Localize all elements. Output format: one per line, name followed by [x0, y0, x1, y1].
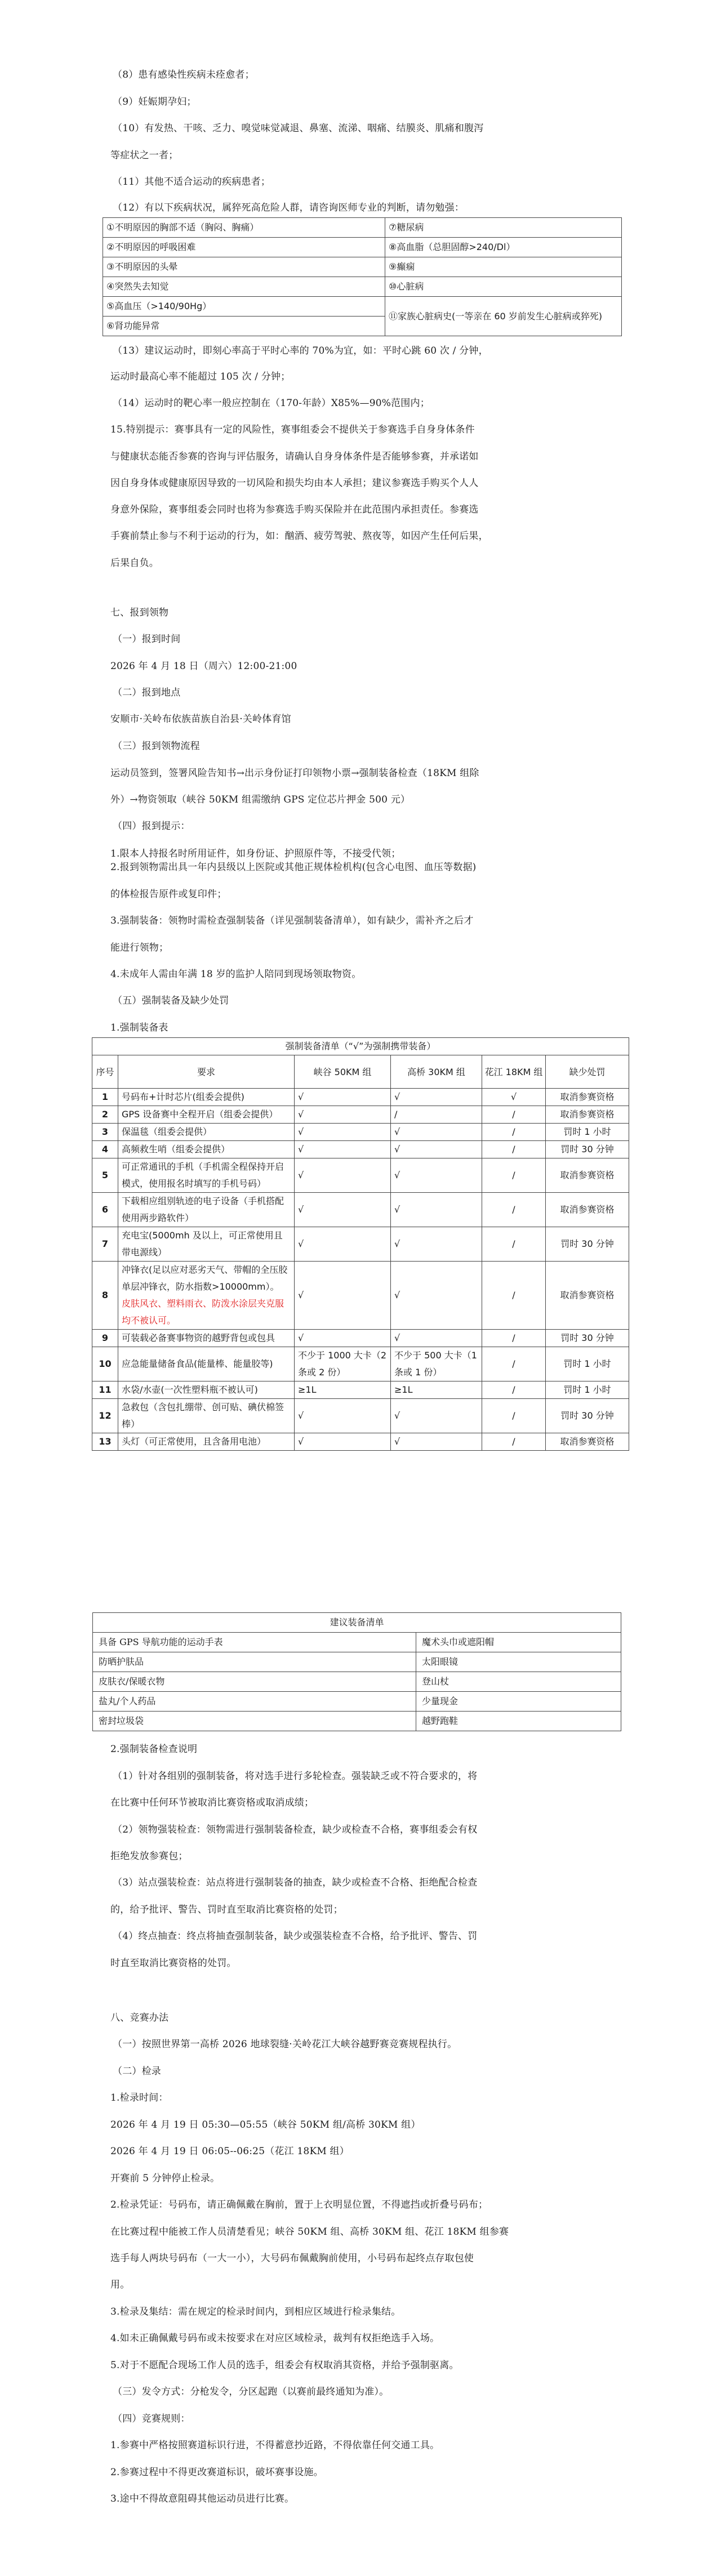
- suggested-item-cell: 少量现金: [416, 1692, 621, 1712]
- requirement-text: 下载相应组别轨迹的电子设备（手机搭配使用两步路软件）: [122, 1196, 284, 1223]
- checkin-time-value: 2026 年 4 月 18 日（周六）12:00-21:00: [110, 661, 297, 672]
- rule-basis: （一）按照世界第一高桥 2026 地球裂缝·关岭花江大峡谷越野赛竞赛规程执行。: [113, 2039, 457, 2050]
- mandatory-table-label: 1.强制装备表: [110, 1022, 168, 1033]
- race-rule-3: 3.途中不得故意阻碍其他运动员进行比赛。: [110, 2493, 295, 2504]
- table-row: [103, 277, 622, 297]
- check-item-1: （1）针对各组别的强制装备，将对选手进行多轮检查。强装缺乏或不符合要求的，将: [113, 1771, 478, 1782]
- huajiang-18km-cell: /: [482, 1433, 546, 1451]
- checkin-credential-cont: 在比赛过程中能被工作人员清楚看见；峡谷 50KM 组、高桥 30KM 组、花江 18KM 组参赛: [110, 2226, 509, 2238]
- table-row: [92, 1227, 629, 1262]
- requirement-cell: [118, 1089, 295, 1106]
- section-7-title: 七、报到领物: [110, 607, 169, 618]
- bridge-30km-cell: √: [391, 1262, 482, 1330]
- special-notice-line: 身意外保险，赛事组委会同时也将为参赛选手购买保险并在此范围内承担责任。参赛选: [110, 504, 479, 515]
- bridge-30km-cell: √: [391, 1433, 482, 1451]
- table-row: [92, 1381, 629, 1399]
- requirement-text: GPS 设备赛中全程开启（组委会提供）: [122, 1109, 278, 1120]
- suggested-table-body: [93, 1633, 621, 1731]
- equipment-heading: （五）强制装备及缺少处罚: [113, 995, 229, 1006]
- column-header-50km: 峡谷 50KM 组: [295, 1055, 391, 1089]
- table-row: [103, 218, 622, 238]
- checkin-tip-4: 4.未成年人需由年满 18 岁的监护人陪同到现场领取物资。: [110, 969, 362, 980]
- special-notice-line: 与健康状态能否参赛的咨询与评估服务，请确认自身身体条件是否能够参赛，并承诺如: [110, 451, 479, 462]
- suggested-equipment-table: [92, 1612, 621, 1731]
- risk-cell: ③不明原因的头晕: [103, 257, 385, 277]
- bridge-30km-cell: /: [391, 1106, 482, 1124]
- canyon-50km-cell: √: [295, 1227, 391, 1262]
- canyon-50km-cell: √: [295, 1433, 391, 1451]
- checkin-place-heading: （二）报到地点: [113, 687, 181, 698]
- bridge-30km-cell: √: [391, 1124, 482, 1141]
- requirement-cell: [118, 1330, 295, 1347]
- requirement-cell: [118, 1262, 295, 1330]
- risk-cell: ⑨癫痫: [385, 257, 622, 277]
- checkin-expel: 5.对于不愿配合现场工作人员的选手，组委会有权取消其资格，并给予强制驱离。: [110, 2360, 459, 2371]
- checkin-refuse: 4.如未正确佩戴号码布或未按要求在对应区域检录，裁判有权拒绝选手入场。: [110, 2333, 440, 2344]
- checkin-time-2: 2026 年 4 月 19 日 06:05--06:25（花江 18KM 组）: [110, 2146, 349, 2157]
- health-item-14: （14）运动时的靶心率一般应控制在（170-年龄）X85%—90%范围内；: [113, 398, 430, 409]
- requirement-cell: [118, 1227, 295, 1262]
- column-header-30km: 高桥 30KM 组: [391, 1055, 482, 1089]
- health-item-11: （11）其他不适合运动的疾病患者；: [113, 176, 271, 188]
- penalty-cell: 罚时 1 小时: [546, 1347, 629, 1381]
- penalty-cell: 取消参赛资格: [546, 1158, 629, 1193]
- table-row: [103, 297, 622, 317]
- huajiang-18km-cell: /: [482, 1399, 546, 1433]
- check-heading: 2.强制装备检查说明: [110, 1744, 198, 1755]
- bridge-30km-cell: √: [391, 1158, 482, 1193]
- risk-cell: ⑥肾功能异常: [103, 317, 385, 336]
- table-row: [93, 1652, 621, 1672]
- race-rule-2: 2.参赛过程中不得更改赛道标识，破坏赛事设施。: [110, 2467, 323, 2478]
- checkin-flow-heading: （三）报到领物流程: [113, 741, 200, 752]
- canyon-50km-cell: 不少于 1000 大卡（2 条或 2 份）: [295, 1347, 391, 1381]
- huajiang-18km-cell: √: [482, 1089, 546, 1106]
- start-method: （三）发令方式：分枪发令，分区起跑（以赛前最终通知为准）。: [113, 2386, 389, 2397]
- canyon-50km-cell: √: [295, 1106, 391, 1124]
- risk-cell: ⑩心脏病: [385, 277, 622, 297]
- checkin-credential: 2.检录凭证：号码布，请正确佩戴在胸前，置于上衣明显位置，不得遮挡或折叠号码布；: [110, 2199, 488, 2210]
- risk-cell: ⑦糖尿病: [385, 218, 622, 238]
- requirement-text: 可正常通讯的手机（手机需全程保持开启模式，使用报名时填写的手机号码）: [122, 1161, 284, 1189]
- huajiang-18km-cell: /: [482, 1158, 546, 1193]
- risk-cell: ④突然失去知觉: [103, 277, 385, 297]
- requirement-cell: [118, 1381, 295, 1399]
- row-number: 8: [92, 1262, 118, 1330]
- table-row: [92, 1124, 629, 1141]
- huajiang-18km-cell: /: [482, 1347, 546, 1381]
- special-notice-line: 因自身身体或健康原因导致的一切风险和损失均由本人承担；建议参赛选手购买个人人: [110, 478, 479, 489]
- requirement-cell: [118, 1141, 295, 1158]
- table-row: [103, 238, 622, 257]
- canyon-50km-cell: √: [295, 1089, 391, 1106]
- canyon-50km-cell: √: [295, 1399, 391, 1433]
- health-item-13-cont: 运动时最高心率不能超过 105 次 / 分钟；: [110, 371, 291, 382]
- suggested-item-cell: 防晒护肤品: [93, 1652, 416, 1672]
- suggested-item-cell: 密封垃圾袋: [93, 1712, 416, 1731]
- requirement-cell: [118, 1106, 295, 1124]
- requirement-cell: [118, 1193, 295, 1227]
- suggested-item-cell: 越野跑鞋: [416, 1712, 621, 1731]
- mandatory-equipment-table: [92, 1037, 629, 1451]
- table-title-row: [93, 1613, 621, 1633]
- checkin-credential-cont: 选手每人两块号码布（一大一小），大号码布佩戴胸前使用，小号码布起终点存取包使: [110, 2253, 474, 2264]
- table-row: [92, 1399, 629, 1433]
- check-item-4-cont: 时直至取消比赛资格的处罚。: [110, 1958, 237, 1969]
- special-notice-line: 后果自负。: [110, 558, 159, 569]
- huajiang-18km-cell: /: [482, 1193, 546, 1227]
- row-number: 3: [92, 1124, 118, 1141]
- risk-cell: ②不明原因的呼吸困难: [103, 238, 385, 257]
- mandatory-table-title: 强制装备清单（“√”为强制携带装备）: [92, 1038, 629, 1055]
- checkin-flow-text: 运动员签到，签署风险告知书→出示身份证打印领物小票→强制装备检查（18KM 组除: [110, 768, 479, 779]
- penalty-cell: 罚时 30 分钟: [546, 1399, 629, 1433]
- canyon-50km-cell: √: [295, 1262, 391, 1330]
- suggested-table-title: 建议装备清单: [93, 1613, 621, 1633]
- health-item-9: （9）妊娠期孕妇；: [113, 96, 197, 108]
- check-item-4: （4）终点抽查：终点将抽查强制装备，缺少或强装检查不合格，给予批评、警告、罚: [113, 1931, 478, 1942]
- penalty-cell: 取消参赛资格: [546, 1089, 629, 1106]
- canyon-50km-cell: √: [295, 1193, 391, 1227]
- table-header-row: [92, 1055, 629, 1089]
- bridge-30km-cell: 不少于 500 大卡（1 条或 1 份）: [391, 1347, 482, 1381]
- bridge-30km-cell: ≥1L: [391, 1381, 482, 1399]
- health-item-10-cont: 等症状之一者；: [110, 150, 179, 161]
- huajiang-18km-cell: /: [482, 1106, 546, 1124]
- column-header-18km: 花江 18KM 组: [482, 1055, 546, 1089]
- checkin-stop: 开赛前 5 分钟停止检录。: [110, 2173, 220, 2184]
- health-item-12: （12）有以下疾病状况，属猝死高危险人群，请咨询医师专业的判断，请勿勉强：: [113, 202, 465, 213]
- penalty-cell: 取消参赛资格: [546, 1106, 629, 1124]
- table-row: [92, 1106, 629, 1124]
- health-item-8: （8）患有感染性疾病未痊愈者；: [113, 69, 255, 81]
- risk-cell: ①不明原因的胸部不适（胸闷、胸痛）: [103, 218, 385, 238]
- table-row: [92, 1141, 629, 1158]
- table-row: [93, 1692, 621, 1712]
- suggested-item-cell: 魔术头巾或遮阳帽: [416, 1633, 621, 1652]
- checkin-tip-1: 1.限本人持报名时所用证件，如身份证、护照原件等，不接受代领；: [110, 848, 401, 859]
- bridge-30km-cell: √: [391, 1193, 482, 1227]
- penalty-cell: 取消参赛资格: [546, 1433, 629, 1451]
- bridge-30km-cell: √: [391, 1330, 482, 1347]
- bridge-30km-cell: √: [391, 1141, 482, 1158]
- requirement-cell: [118, 1433, 295, 1451]
- requirement-text: 保温毯（组委会提供）: [122, 1126, 212, 1137]
- requirement-cell: [118, 1124, 295, 1141]
- huajiang-18km-cell: /: [482, 1227, 546, 1262]
- requirement-text: 号码布+计时芯片(组委会提供): [122, 1091, 244, 1102]
- table-row: [92, 1330, 629, 1347]
- check-item-2-cont: 拒绝发放参赛包；: [110, 1851, 188, 1862]
- canyon-50km-cell: √: [295, 1330, 391, 1347]
- penalty-cell: 罚时 30 分钟: [546, 1330, 629, 1347]
- risk-cell: ⑪家族心脏病史(一等亲在 60 岁前发生心脏病或猝死): [385, 297, 622, 336]
- checkin-time-heading: （一）报到时间: [113, 634, 181, 645]
- requirement-cell: [118, 1347, 295, 1381]
- checkin-credential-cont: 用。: [110, 2279, 130, 2290]
- huajiang-18km-cell: /: [482, 1330, 546, 1347]
- checkin-tip-3-cont: 能进行领物；: [110, 942, 169, 953]
- suggested-item-cell: 具备 GPS 导航功能的运动手表: [93, 1633, 416, 1652]
- penalty-cell: 取消参赛资格: [546, 1262, 629, 1330]
- penalty-cell: 罚时 30 分钟: [546, 1141, 629, 1158]
- check-item-3: （3）站点强装检查：站点将进行强制装备的抽查，缺少或检查不合格、拒绝配合检查: [113, 1877, 478, 1888]
- table-row: [92, 1193, 629, 1227]
- race-rule-1: 1.参赛中严格按照赛道标识行进，不得蓄意抄近路，不得依靠任何交通工具。: [110, 2440, 440, 2451]
- suggested-item-cell: 盐丸/个人药品: [93, 1692, 416, 1712]
- canyon-50km-cell: √: [295, 1158, 391, 1193]
- canyon-50km-cell: √: [295, 1124, 391, 1141]
- checkin-time-1: 2026 年 4 月 19 日 05:30—05:55（峡谷 50KM 组/高桥 30KM 组）: [110, 2119, 421, 2131]
- canyon-50km-cell: √: [295, 1141, 391, 1158]
- huajiang-18km-cell: /: [482, 1381, 546, 1399]
- risk-cell: ⑤高血压（>140/90Hg）: [103, 297, 385, 317]
- suggested-item-cell: 皮肤衣/保暖衣物: [93, 1672, 416, 1692]
- requirement-text: 头灯（可正常使用，且含备用电池）: [122, 1436, 266, 1447]
- bridge-30km-cell: √: [391, 1089, 482, 1106]
- check-item-1-cont: 在比赛中任何环节被取消比赛资格或取消成绩；: [110, 1797, 314, 1808]
- health-item-10: （10）有发热、干咳、乏力、嗅觉味觉减退、鼻塞、流涕、咽痛、结膜炎、肌痛和腹泻: [113, 123, 484, 134]
- row-number: 9: [92, 1330, 118, 1347]
- special-notice-line: 手赛前禁止参与不利于运动的行为，如：酗酒、疲劳驾驶、熬夜等，如因产生任何后果，: [110, 531, 488, 542]
- checkin-tip-2-cont: 的体检报告原件或复印件；: [110, 889, 227, 900]
- table-row: [92, 1089, 629, 1106]
- column-header-requirement: 要求: [118, 1055, 295, 1089]
- column-header-no: 序号: [92, 1055, 118, 1089]
- table-row: [92, 1347, 629, 1381]
- requirement-warning: 皮肤风衣、塑料雨衣、防泼水涂层夹克服均不被认可。: [122, 1298, 284, 1326]
- checkin-heading: （二）检录: [113, 2066, 161, 2077]
- checkin-tip-2: 2.报到领物需出具一年内县级以上医院或其他正规体检机构(包含心电图、血压等数据): [110, 862, 477, 873]
- requirement-cell: [118, 1399, 295, 1433]
- checkin-flow-text-cont: 外）→物资领取（峡谷 50KM 组需缴纳 GPS 定位芯片押金 500 元）: [110, 794, 411, 805]
- row-number: 11: [92, 1381, 118, 1399]
- suggested-item-cell: 太阳眼镜: [416, 1652, 621, 1672]
- rules-heading: （四）竞赛规则：: [113, 2413, 190, 2425]
- row-number: 4: [92, 1141, 118, 1158]
- row-number: 13: [92, 1433, 118, 1451]
- row-number: 10: [92, 1347, 118, 1381]
- penalty-cell: 取消参赛资格: [546, 1193, 629, 1227]
- checkin-time-label: 1.检录时间：: [110, 2092, 168, 2103]
- requirement-text: 应急能量储备食品(能量棒、能量胶等): [122, 1358, 273, 1369]
- risk-cell: ⑧高血脂（总胆固醇>240/Dl）: [385, 238, 622, 257]
- table-row: [92, 1262, 629, 1330]
- mandatory-table-body: [92, 1089, 629, 1451]
- row-number: 1: [92, 1089, 118, 1106]
- checkin-tip-3: 3.强制装备：领物时需检查强制装备（详见强制装备清单），如有缺少，需补齐之后才: [110, 915, 474, 926]
- row-number: 7: [92, 1227, 118, 1262]
- canyon-50km-cell: ≥1L: [295, 1381, 391, 1399]
- huajiang-18km-cell: /: [482, 1141, 546, 1158]
- checkin-place-value: 安顺市·关岭布依族苗族自治县·关岭体育馆: [110, 714, 291, 725]
- requirement-text: 水袋/水壶(一次性塑料瓶不被认可): [122, 1384, 258, 1395]
- row-number: 2: [92, 1106, 118, 1124]
- table-title-row: [92, 1038, 629, 1055]
- checkin-tips-heading: （四）报到提示：: [113, 821, 190, 832]
- table-row: [103, 257, 622, 277]
- check-item-2: （2）领物强装检查：领物需进行强制装备检查，缺少或检查不合格，赛事组委会有权: [113, 1824, 478, 1835]
- row-number: 5: [92, 1158, 118, 1193]
- requirement-text: 充电宝(5000mh 及以上，可正常使用且带电源线）: [122, 1230, 283, 1258]
- table-row: [93, 1712, 621, 1731]
- requirement-text: 冲锋衣(足以应对恶劣天气、带帽的全压胶单层冲锋衣，防水指数>10000mm）。: [122, 1264, 288, 1292]
- huajiang-18km-cell: /: [482, 1124, 546, 1141]
- huajiang-18km-cell: /: [482, 1262, 546, 1330]
- section-8-title: 八、竞赛办法: [110, 2012, 169, 2024]
- penalty-cell: 罚时 30 分钟: [546, 1227, 629, 1262]
- penalty-cell: 罚时 1 小时: [546, 1381, 629, 1399]
- table-row: [92, 1433, 629, 1451]
- suggested-item-cell: 登山杖: [416, 1672, 621, 1692]
- column-header-penalty: 缺少处罚: [546, 1055, 629, 1089]
- check-item-3-cont: 的，给予批评、警告、罚时直至取消比赛资格的处罚；: [110, 1904, 343, 1915]
- table-row: [93, 1672, 621, 1692]
- requirement-text: 急救包（含包扎绷带、创可贴、碘伏棉签棒）: [122, 1402, 284, 1429]
- row-number: 6: [92, 1193, 118, 1227]
- special-notice-line: 15.特别提示：赛事具有一定的风险性，赛事组委会不提供关于参赛选手自身身体条件: [110, 424, 475, 435]
- requirement-cell: [118, 1158, 295, 1193]
- row-number: 12: [92, 1399, 118, 1433]
- table-row: [93, 1633, 621, 1652]
- bridge-30km-cell: √: [391, 1227, 482, 1262]
- table-row: [92, 1158, 629, 1193]
- requirement-text: 可装载必备赛事物资的越野背包或包具: [122, 1332, 275, 1343]
- bridge-30km-cell: √: [391, 1399, 482, 1433]
- high-risk-conditions-table: [103, 217, 622, 336]
- health-item-13: （13）建议运动时，即刻心率高于平时心率的 70%为宜，如：平时心跳 60 次 / 分钟，: [113, 345, 488, 356]
- requirement-text: 高频救生哨（组委会提供）: [122, 1144, 230, 1155]
- checkin-assembly: 3.检录及集结：需在规定的检录时间内，到相应区域进行检录集结。: [110, 2306, 401, 2317]
- penalty-cell: 罚时 1 小时: [546, 1124, 629, 1141]
